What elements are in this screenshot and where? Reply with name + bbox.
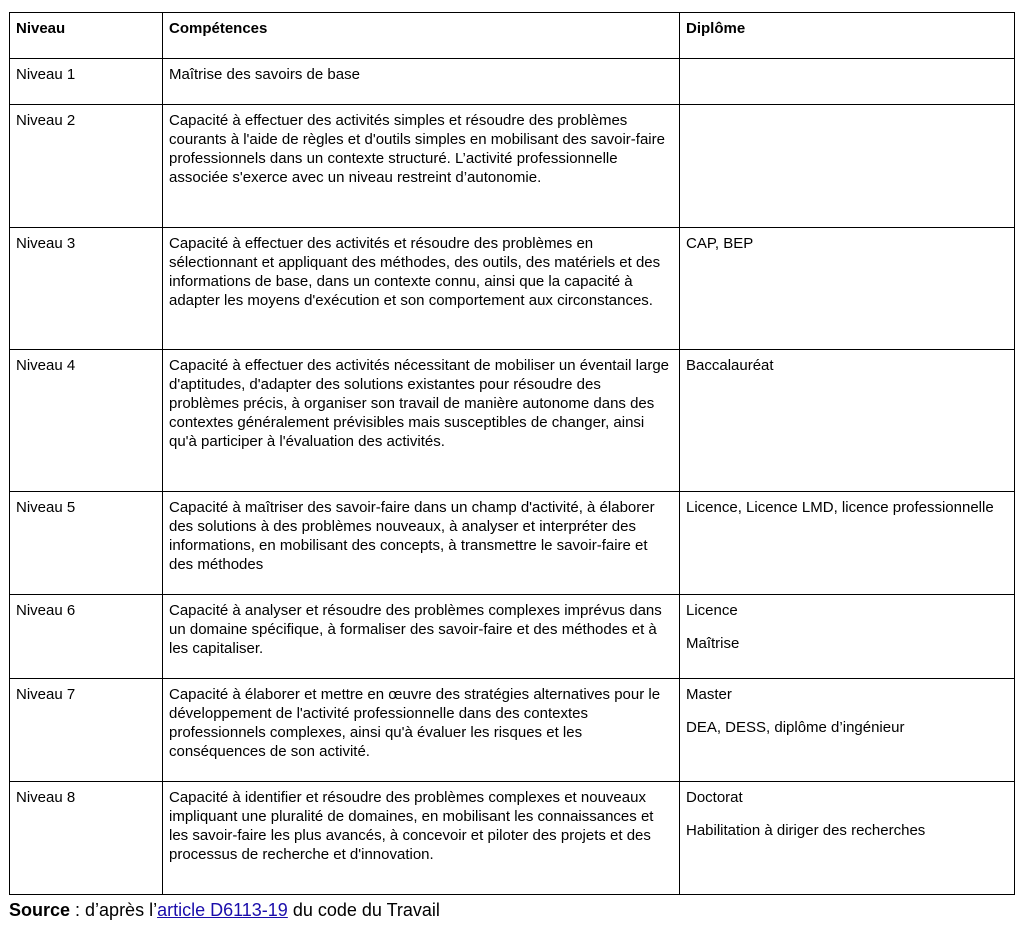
source-line (9, 899, 440, 921)
source-text-before: : d’après l’ (70, 900, 158, 920)
diplome-entry: Licence, Licence LMD, licence professionnelle (686, 499, 994, 516)
cell-competences: Capacité à effectuer des activités nécessitant de mobiliser un éventail large d'aptitudes, d'adapter des solutions existantes pour résoudre des problèmes précis, à organiser son travail de manière autonome dans des contextes généralement prévisibles mais susceptibles de changer, ainsi qu'à participer à l'évaluation des activités. (163, 350, 680, 492)
diplome-entry: DEA, DESS, diplôme d’ingénieur (686, 719, 905, 736)
cell-diplome (680, 595, 1015, 679)
table-header-row (10, 13, 1015, 59)
diplome-entry: CAP, BEP (686, 235, 754, 252)
table-row (10, 595, 1015, 679)
cell-competences: Capacité à effectuer des activités simples et résoudre des problèmes courants à l'aide de règles et d'outils simples en mobilisant des savoir-faire professionnels dans un contexte structuré. L’activité professionnelle associée s'exerce avec un niveau restreint d’autonomie. (163, 105, 680, 228)
cell-diplome (680, 350, 1015, 492)
diplome-entry: Doctorat (686, 789, 743, 806)
table-row (10, 228, 1015, 350)
table-row (10, 59, 1015, 105)
cell-diplome (680, 679, 1015, 782)
header-diplome: Diplôme (680, 13, 1015, 59)
diplome-entry: Maîtrise (686, 635, 740, 652)
cell-niveau: Niveau 5 (10, 492, 163, 595)
table-row (10, 492, 1015, 595)
cell-diplome (680, 492, 1015, 595)
table-row (10, 679, 1015, 782)
table-row (10, 350, 1015, 492)
cell-competences: Capacité à effectuer des activités et résoudre des problèmes en sélectionnant et appliquant des méthodes, des outils, des matériels et des informations de base, dans un contexte connu, ainsi que la capacité à adapter les moyens d'exécution et son comportement aux circonstances. (163, 228, 680, 350)
cell-niveau: Niveau 4 (10, 350, 163, 492)
cell-niveau: Niveau 8 (10, 782, 163, 895)
diplome-entry: Habilitation à diriger des recherches (686, 822, 926, 839)
diplome-entry: Baccalauréat (686, 357, 774, 374)
diplome-entry: Licence (686, 602, 738, 619)
cell-niveau: Niveau 6 (10, 595, 163, 679)
header-niveau: Niveau (10, 13, 163, 59)
niveaux-table (9, 12, 1015, 895)
cell-diplome (680, 105, 1015, 228)
diplome-entry: Master (686, 686, 732, 703)
cell-competences: Capacité à élaborer et mettre en œuvre des stratégies alternatives pour le développement de l'activité professionnelle dans des contextes professionnels complexes, ainsi qu'à évaluer les risques et les conséquences de son activité. (163, 679, 680, 782)
cell-competences: Capacité à identifier et résoudre des problèmes complexes et nouveaux impliquant une pluralité de domaines, en mobilisant les connaissances et les savoir-faire les plus avancés, à concevoir et piloter des projets et des processus de recherche et d'innovation. (163, 782, 680, 895)
cell-diplome (680, 59, 1015, 105)
article-link[interactable]: article D6113-19 (157, 900, 288, 920)
cell-niveau: Niveau 2 (10, 105, 163, 228)
source-label: Source (9, 900, 71, 920)
table-row (10, 105, 1015, 228)
header-competences: Compétences (163, 13, 680, 59)
cell-competences: Capacité à maîtriser des savoir-faire dans un champ d'activité, à élaborer des solutions à des problèmes nouveaux, à analyser et interpréter des informations, en mobilisant des concepts, à transmettre le savoir-faire et des méthodes (163, 492, 680, 595)
cell-competences: Maîtrise des savoirs de base (163, 59, 680, 105)
cell-niveau: Niveau 1 (10, 59, 163, 105)
cell-diplome (680, 782, 1015, 895)
cell-competences: Capacité à analyser et résoudre des problèmes complexes imprévus dans un domaine spécifique, à formaliser des savoir-faire et des méthodes et à les capitaliser. (163, 595, 680, 679)
cell-diplome (680, 228, 1015, 350)
table-row (10, 782, 1015, 895)
source-text-after: du code du Travail (287, 900, 440, 920)
cell-niveau: Niveau 7 (10, 679, 163, 782)
cell-niveau: Niveau 3 (10, 228, 163, 350)
